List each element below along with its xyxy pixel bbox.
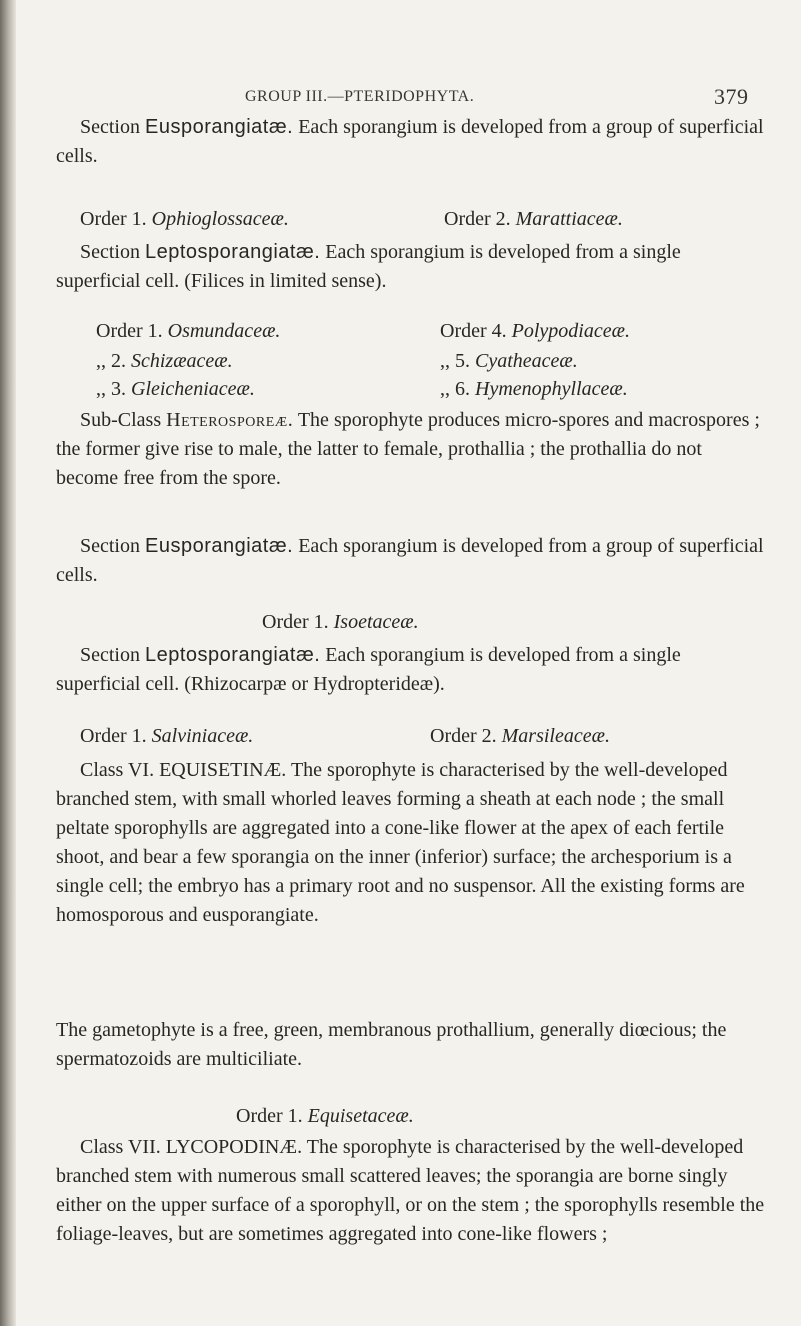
section-name: Eusporangiatæ.: [145, 116, 294, 138]
order-name: Ophioglossaceæ.: [151, 208, 289, 230]
class-heading: Class VI. EQUISETINÆ.: [80, 759, 287, 781]
section-eusporangiatae-1: [56, 113, 766, 171]
order-name: Salviniaceæ.: [151, 725, 254, 747]
order-label: ,, 5.: [440, 350, 470, 372]
order-label: ,, 3.: [96, 378, 126, 400]
order-name: Polypodiaceæ.: [511, 320, 630, 342]
gametophyte-paragraph: [56, 1016, 766, 1074]
order-row-1-right: [440, 318, 630, 344]
order-row-3-right: [440, 376, 628, 402]
section-eusporangiatae-2: [56, 532, 766, 590]
order-line-a2: [444, 206, 623, 232]
order-label: Order 1.: [236, 1105, 303, 1127]
gametophyte-text: The gametophyte is a free, green, membranous prothallium, generally diœcious; the spermatozoids are multiciliate.: [56, 1019, 727, 1070]
order-name: Schizæaceæ.: [131, 350, 233, 372]
section-description: Each sporangium is developed from a group of superficial cells.: [56, 535, 764, 586]
section-name: Eusporangiatæ.: [145, 535, 294, 557]
order-label: ,, 6.: [440, 378, 470, 400]
order-label: Order 1.: [80, 725, 147, 747]
section-label: Section: [80, 644, 140, 666]
order-line-a1: [80, 206, 289, 232]
subclass-name: Heterosporeæ.: [166, 409, 294, 431]
subclass-heterosporeae: [56, 406, 766, 493]
order-row-2-left: [96, 348, 233, 374]
order-label: Order 2.: [444, 208, 511, 230]
subclass-description: The sporophyte produces micro-spores and macrospores ; the former give rise to male, the latter to female, prothallia ; the prothallia do not become free from the spore.: [56, 409, 760, 489]
order-row-3-left: [96, 376, 255, 402]
order-row-1-left: [96, 318, 280, 344]
section-leptosporangiatae-2: [56, 641, 766, 699]
class-description: The sporophyte is characterised by the well-developed branched stem, with small whorled leaves forming a sheath at each node ; the small peltate sporophylls are aggregated into a cone-like flower at the apex of each fertile shoot, and bear a few sporangia on the inner (inferior) surface; the archesporium is a single cell; the embryo has a primary root and no suspensor. All the existing forms are homosporous and eusporangiate.: [56, 759, 745, 926]
order-label: Order 4.: [440, 320, 507, 342]
section-description: Each sporangium is developed from a single superficial cell. (Filices in limited sense).: [56, 241, 681, 292]
section-description: Each sporangium is developed from a single superficial cell. (Rhizocarpæ or Hydropterideæ).: [56, 644, 681, 695]
order-name: Isoetaceæ.: [333, 611, 419, 633]
order-name: Gleicheniaceæ.: [131, 378, 255, 400]
order-name: Marsileaceæ.: [501, 725, 610, 747]
order-label: ,, 2.: [96, 350, 126, 372]
order-name: Equisetaceæ.: [307, 1105, 414, 1127]
section-label: Section: [80, 241, 140, 263]
order-line-c: [262, 609, 419, 635]
class-equisetinae: [56, 756, 766, 930]
class-lycopodinae: [56, 1133, 766, 1249]
order-name: Osmundaceæ.: [167, 320, 281, 342]
order-name: Cyatheaceæ.: [475, 350, 578, 372]
order-line-e: [236, 1103, 414, 1129]
order-line-d1: [80, 723, 253, 749]
section-name: Leptosporangiatæ.: [145, 644, 321, 666]
running-title: GROUP III.—PTERIDOPHYTA.: [245, 88, 475, 105]
order-label: Order 1.: [80, 208, 147, 230]
section-description: Each sporangium is developed from a group of superficial cells.: [56, 116, 764, 167]
order-line-d2: [430, 723, 610, 749]
order-row-2-right: [440, 348, 578, 374]
order-label: Order 1.: [96, 320, 163, 342]
section-label: Section: [80, 116, 140, 138]
order-label: Order 1.: [262, 611, 329, 633]
subclass-label: Sub-Class: [80, 409, 162, 431]
order-name: Marattiaceæ.: [515, 208, 623, 230]
order-label: Order 2.: [430, 725, 497, 747]
class-heading: Class VII. LYCOPODINÆ.: [80, 1136, 303, 1158]
page-number: 379: [714, 84, 749, 109]
section-leptosporangiatae-1: [56, 238, 766, 296]
class-description: The sporophyte is characterised by the well-developed branched stem with numerous small scattered leaves; the sporangia are borne singly either on the upper surface of a sporophyll, or on the stem ; the sporophylls resemble the foliage-leaves, but are sometimes aggregated into cone-like flowers ;: [56, 1136, 765, 1245]
section-label: Section: [80, 535, 140, 557]
section-name: Leptosporangiatæ.: [145, 241, 321, 263]
order-name: Hymenophyllaceæ.: [475, 378, 628, 400]
